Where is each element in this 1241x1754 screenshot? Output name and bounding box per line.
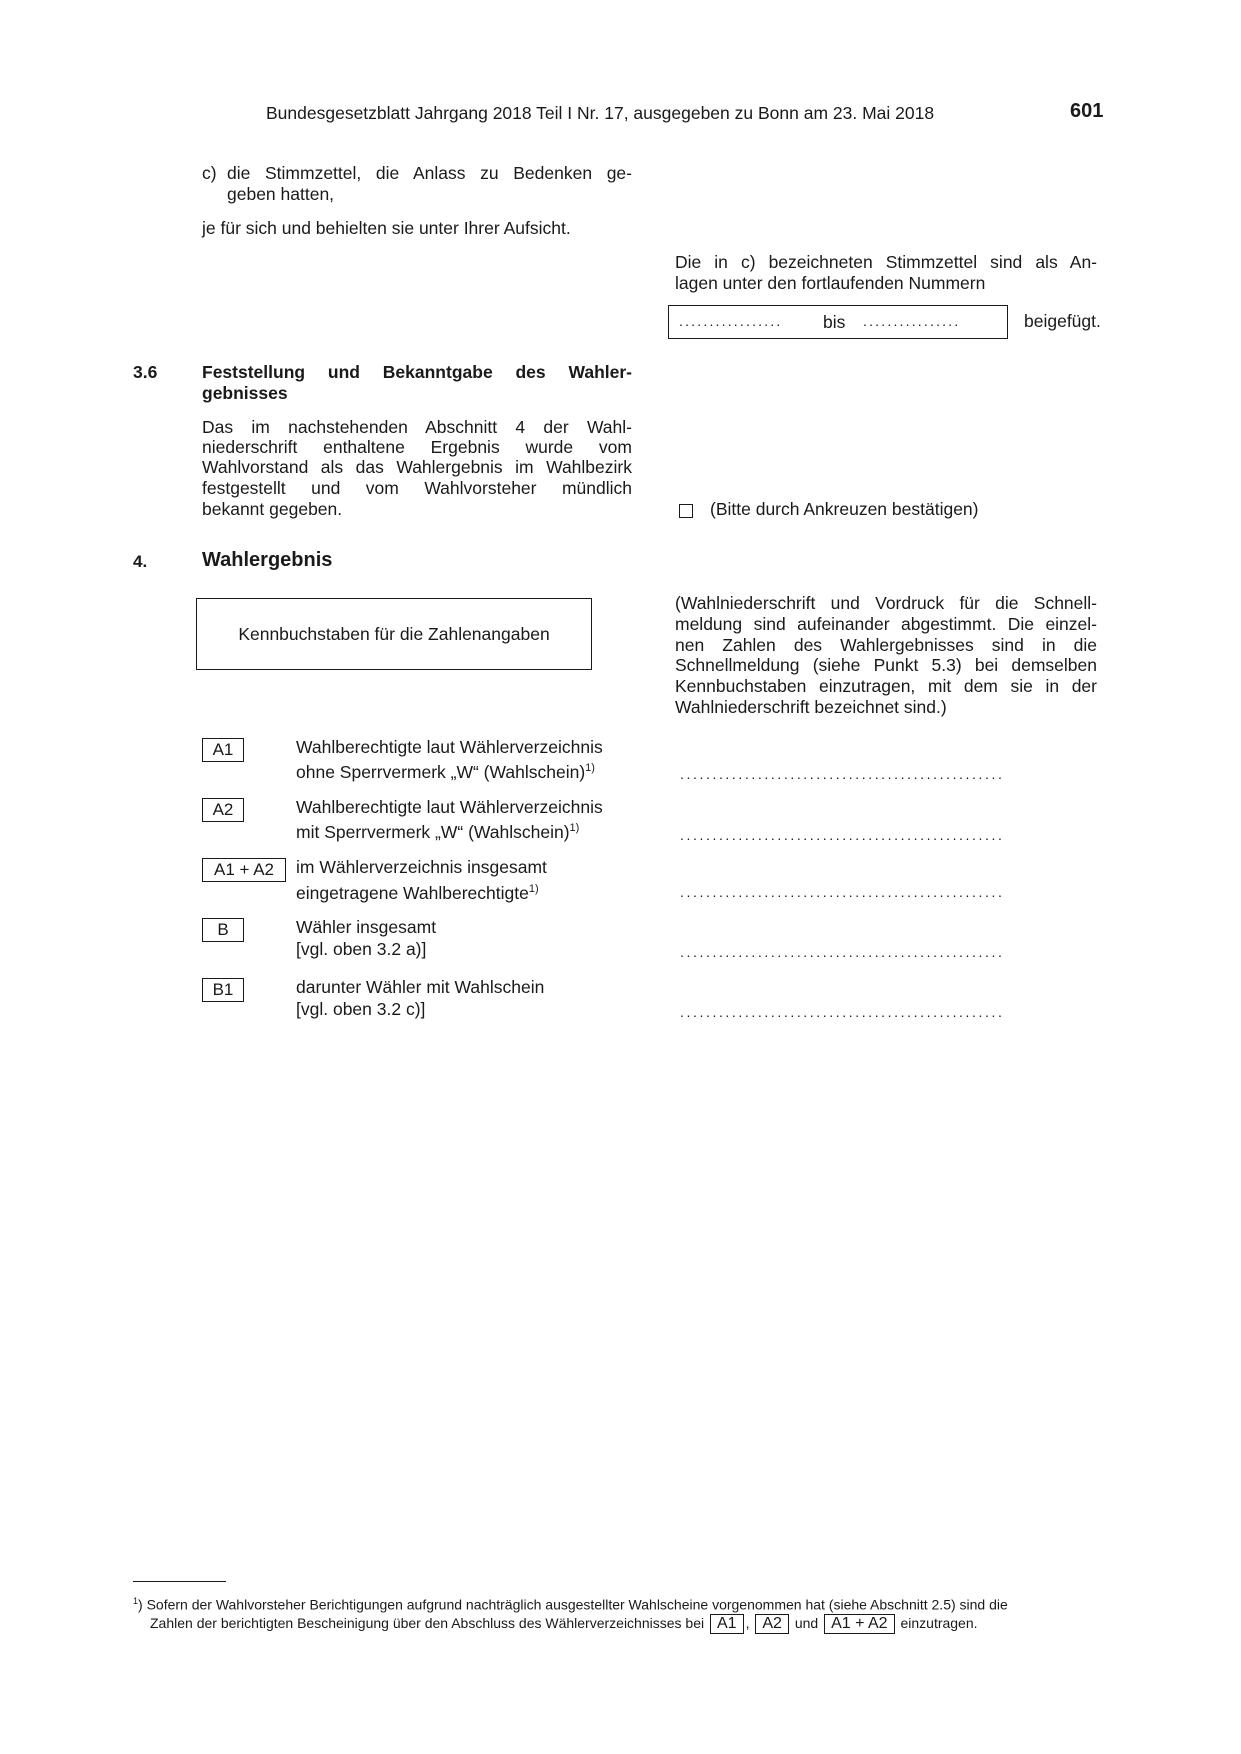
row-b-line1: Wähler insgesamt [296, 917, 437, 937]
section-4-note-line3: nen Zahlen des Wahlergebnisses sind in die [675, 635, 1097, 655]
footnote-rule [133, 1581, 226, 1582]
row-a2-line1: Wahlberechtigte laut Wählerverzeichnis [296, 797, 603, 817]
range-bis: bis [823, 312, 846, 332]
footnote-ref: 1) [569, 822, 580, 834]
footnote-line1-text: ) Sofern der Wahlvorsteher Berichtigungen aufgrund nachträglich ausgestellter Wahlscheine vorgenommen hat (siehe Abschnitt 2.5) sind die [138, 1596, 1008, 1613]
row-a1-a2-line1: im Wählerverzeichnis insgesamt [296, 857, 547, 877]
footnote-line1 [133, 1592, 1108, 1614]
row-a1-line2 [296, 758, 595, 782]
code-b: B [202, 918, 244, 942]
running-title: Bundesgesetzblatt Jahrgang 2018 Teil I Nr. 17, ausgegeben zu Bonn am 23. Mai 2018 [266, 103, 935, 123]
confirmation-checkbox[interactable] [679, 504, 693, 518]
section-3-6-body-line3: Wahlvorstand als das Wahlergebnis im Wahlbezirk [202, 457, 632, 477]
range-leader-right: ................ [863, 313, 961, 329]
row-a1-a2-line2 [296, 879, 539, 903]
kennbuchstaben-box [196, 598, 592, 670]
section-4-number: 4. [133, 552, 148, 571]
code-a1-a2: A1 + A2 [202, 858, 286, 882]
closing-sentence: je für sich und behielten sie unter Ihrer Aufsicht. [202, 218, 571, 238]
item-c-label: c) [202, 163, 217, 183]
row-b1-line2: [vgl. oben 3.2 c)] [296, 999, 426, 1019]
range-leader-left: ................. [679, 313, 783, 329]
confirmation-checkbox-label: (Bitte durch Ankreuzen bestätigen) [710, 499, 979, 519]
row-a1-line1: Wahlberechtigte laut Wählerverzeichnis [296, 737, 603, 757]
section-4-note-line2: meldung sind aufeinander abgestimmt. Die einzel- [675, 614, 1097, 634]
section-3-6-body-line1: Das im nachstehenden Abschnitt 4 der Wahl- [202, 417, 632, 437]
annex-note-line1: Die in c) bezeichneten Stimmzettel sind als An- [675, 252, 1097, 272]
section-3-6-title-line2: gebnisses [202, 383, 288, 403]
entry-field-b[interactable]: .................................................. [680, 944, 1005, 960]
section-4-note-line6: Wahlniederschrift bezeichnet sind.) [675, 697, 947, 717]
row-a2-line2 [296, 818, 579, 842]
range-suffix: beigefügt. [1024, 311, 1101, 331]
section-4-note-line5: Kennbuchstaben einzutragen, mit dem sie in der [675, 676, 1097, 696]
section-3-6-body-line2: niederschrift enthaltene Ergebnis wurde vom [202, 437, 632, 457]
row-a1-a2-line2-text: eingetragene Wahlberechtigte [296, 882, 529, 903]
section-3-6-title-line1: Feststellung und Bekanntgabe des Wahler- [202, 362, 632, 382]
entry-field-a2[interactable]: .................................................. [680, 827, 1005, 843]
section-4-note-line1: (Wahlniederschrift und Vordruck für die Schnell- [675, 593, 1097, 613]
annex-range-field[interactable] [668, 305, 1008, 339]
footnote-line2-part1: Zahlen der berichtigten Bescheinigung über den Abschluss des Wählerverzeichnisses bei [150, 1615, 705, 1631]
row-a1-line2-text: ohne Sperrvermerk „W“ (Wahlschein) [296, 761, 586, 782]
row-b1-line1: darunter Wähler mit Wahlschein [296, 977, 545, 997]
entry-field-a1-a2[interactable]: .................................................. [680, 884, 1005, 900]
row-b-line2: [vgl. oben 3.2 a)] [296, 939, 427, 959]
item-c-line1: die Stimmzettel, die Anlass zu Bedenken ge- [227, 163, 632, 183]
section-4-note-line4: Schnellmeldung (siehe Punkt 5.3) bei demselben [675, 655, 1097, 675]
footnote-und: und [794, 1615, 819, 1631]
footnote-code-a1-a2: A1 + A2 [824, 1614, 895, 1634]
footnote-ref: 1) [585, 762, 595, 774]
section-3-6-body-line4: festgestellt und vom Wahlvorsteher mündlich [202, 478, 632, 498]
code-a2: A2 [202, 798, 244, 822]
item-c-line2: geben hatten, [227, 184, 335, 204]
footnote-marker: 1 [133, 1596, 139, 1606]
footnote-line2-part2: einzutragen. [900, 1615, 978, 1631]
annex-note-line2: lagen unter den fortlaufenden Nummern [675, 273, 986, 293]
entry-field-a1[interactable]: .................................................. [680, 766, 1005, 782]
entry-field-b1[interactable]: .................................................. [680, 1004, 1005, 1020]
section-3-6-number: 3.6 [133, 362, 158, 382]
footnote-comma: , [745, 1615, 750, 1631]
section-4-title: Wahlergebnis [202, 549, 333, 571]
footnote-code-a2: A2 [755, 1614, 789, 1634]
row-a2-line2-text: mit Sperrvermerk „W“ (Wahlschein) [296, 821, 570, 842]
footnote-code-a1: A1 [710, 1614, 744, 1634]
footnote-line2 [150, 1612, 978, 1634]
kennbuchstaben-label: Kennbuchstaben für die Zahlenangaben [238, 624, 550, 644]
footnote-ref: 1) [528, 883, 539, 895]
page-number: 601 [1070, 100, 1104, 122]
code-a1: A1 [202, 738, 244, 762]
section-3-6-body-line5: bekannt gegeben. [202, 499, 343, 519]
code-b1: B1 [202, 978, 244, 1002]
